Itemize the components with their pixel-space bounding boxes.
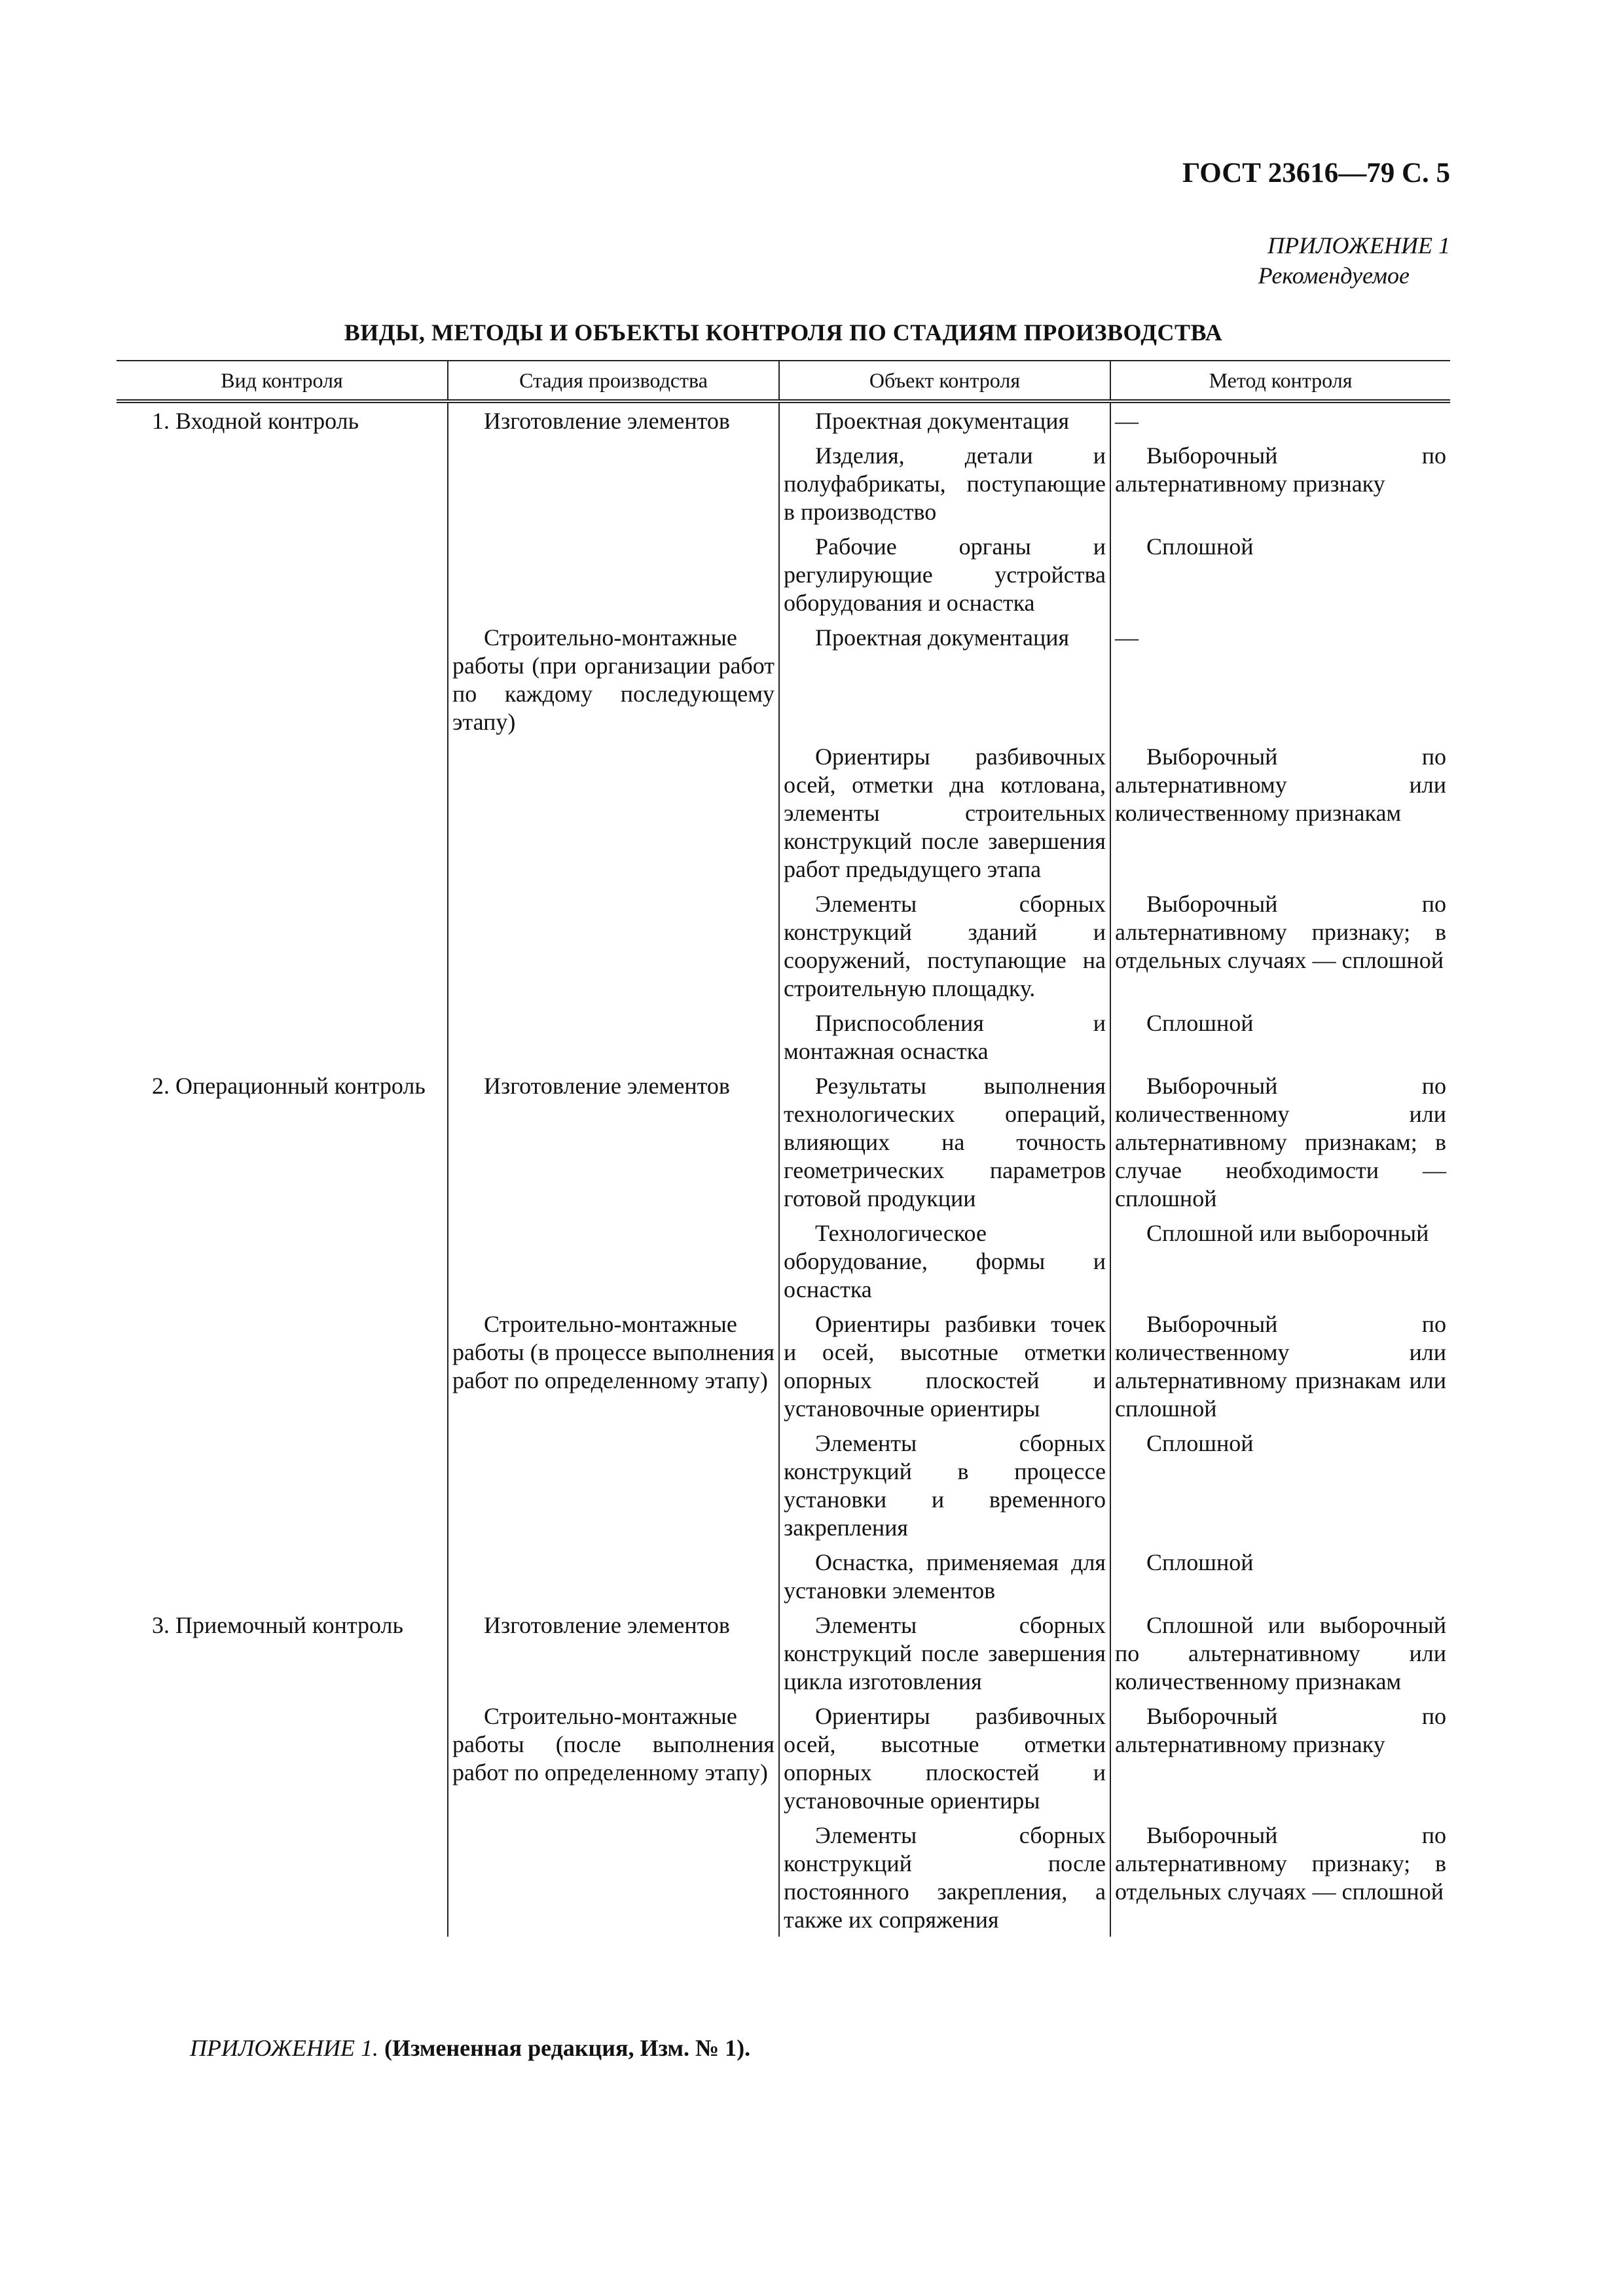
cell-object: Проектная документация [779, 620, 1110, 739]
table-row [117, 1818, 1450, 1937]
cell-object: Технологическое оборудование, формы и оснастка [779, 1215, 1110, 1306]
cell-object: Оснастка, применяемая для установки элементов [779, 1545, 1110, 1607]
table-row [117, 886, 1450, 1005]
cell-object: Рабочие органы и регулирующие устройства оборудования и оснастка [779, 529, 1110, 620]
cell-stage [448, 1545, 779, 1607]
header-method: Метод контроля [1110, 361, 1450, 401]
cell-method: Выборочный по альтернативному признаку; в отдельных случаях — сплошной [1110, 1818, 1450, 1937]
cell-method: Выборочный по альтернативному признаку [1110, 438, 1450, 529]
cell-method: Сплошной [1110, 1545, 1450, 1607]
cell-kind: 2. Операционный контроль [152, 1073, 426, 1099]
cell-kind [117, 1545, 448, 1607]
table-row [117, 1607, 1450, 1698]
table-row [117, 1545, 1450, 1607]
cell-method: Выборочный по альтернативному или количественному признакам [1110, 739, 1450, 886]
table-row [117, 1698, 1450, 1818]
footnote-revision-note: (Измененная редакция, Изм. № 1). [384, 2035, 751, 2061]
table-row [117, 1005, 1450, 1068]
cell-stage [448, 886, 779, 1005]
table-row [117, 739, 1450, 886]
cell-stage [448, 1426, 779, 1545]
cell-object: Ориентиры разбивки точек и осей, высотные отметки опорных плоскостей и установочные ориентиры [779, 1306, 1110, 1426]
table-header-row [117, 361, 1450, 401]
cell-method: Сплошной [1110, 1426, 1450, 1545]
cell-stage: Изготовление элементов [448, 1607, 779, 1698]
cell-kind: 1. Входной контроль [152, 408, 359, 434]
control-table [117, 360, 1450, 1937]
cell-kind [117, 1215, 448, 1306]
footnote-appendix-ref: ПРИЛОЖЕНИЕ 1. [190, 2035, 378, 2061]
cell-stage [448, 529, 779, 620]
table-row [117, 1306, 1450, 1426]
cell-kind [117, 886, 448, 1005]
cell-object: Ориентиры разбивочных осей, высотные отметки опорных плоскостей и установочные ориентиры [779, 1698, 1110, 1818]
table-row [117, 401, 1450, 438]
cell-kind [117, 739, 448, 886]
table-row [117, 620, 1450, 739]
table-row [117, 529, 1450, 620]
header-object: Объект контроля [779, 361, 1110, 401]
table-body [117, 401, 1450, 1937]
cell-stage [448, 438, 779, 529]
footnote [190, 2034, 1434, 2062]
table-row [117, 1426, 1450, 1545]
cell-kind: 3. Приемочный контроль [152, 1612, 403, 1638]
cell-stage [448, 1818, 779, 1937]
appendix-status: Рекомендуемое [1258, 262, 1410, 289]
cell-object: Изделия, детали и полуфабрикаты, поступающие в производство [779, 438, 1110, 529]
cell-object: Элементы сборных конструкций после завершения цикла изготовления [779, 1607, 1110, 1698]
cell-method: Сплошной или выборочный [1110, 1215, 1450, 1306]
cell-kind [117, 1306, 448, 1426]
cell-method: Выборочный по альтернативному признаку; в отдельных случаях — сплошной [1110, 886, 1450, 1005]
cell-method: Сплошной [1110, 529, 1450, 620]
table-row [117, 1068, 1450, 1215]
cell-stage: Строительно-монтажные работы (при организации работ по каждому последующему этапу) [448, 620, 779, 739]
header-kind: Вид контроля [117, 361, 448, 401]
cell-stage [448, 1215, 779, 1306]
cell-kind [117, 438, 448, 529]
cell-method: Выборочный по количественному или альтернативному признакам или сплошной [1110, 1306, 1450, 1426]
cell-object: Приспособления и монтажная оснастка [779, 1005, 1110, 1068]
cell-object: Проектная документация [779, 401, 1110, 438]
cell-kind [117, 1005, 448, 1068]
cell-method: Выборочный по альтернативному признаку [1110, 1698, 1450, 1818]
cell-stage [448, 1005, 779, 1068]
cell-method: Сплошной или выборочный по альтернативному или количественному признакам [1110, 1607, 1450, 1698]
cell-method: — [1110, 401, 1450, 438]
cell-stage: Строительно-монтажные работы (в процессе выполнения работ по определенному этапу) [448, 1306, 779, 1426]
cell-object: Элементы сборных конструкций в процессе установки и временного закрепления [779, 1426, 1110, 1545]
cell-kind [117, 1426, 448, 1545]
table-row [117, 438, 1450, 529]
cell-method: Выборочный по количественному или альтернативному признакам; в случае необходимости — сплошной [1110, 1068, 1450, 1215]
cell-kind [117, 1818, 448, 1937]
cell-object: Элементы сборных конструкций зданий и сооружений, поступающие на строительную площадку. [779, 886, 1110, 1005]
cell-kind [117, 529, 448, 620]
cell-kind [117, 620, 448, 739]
appendix-title: ПРИЛОЖЕНИЕ 1 [1267, 232, 1450, 259]
table-row [117, 1215, 1450, 1306]
cell-stage [448, 739, 779, 886]
cell-method: — [1110, 620, 1450, 739]
cell-kind [117, 1698, 448, 1818]
header-stage: Стадия производства [448, 361, 779, 401]
cell-object: Ориентиры разбивочных осей, отметки дна котлована, элементы строительных конструкций после завершения работ предыдущего этапа [779, 739, 1110, 886]
document-title: ВИДЫ, МЕТОДЫ И ОБЪЕКТЫ КОНТРОЛЯ ПО СТАДИЯМ ПРОИЗВОДСТВА [344, 319, 1223, 346]
page-header-label: ГОСТ 23616—79 С. 5 [1182, 158, 1450, 188]
cell-stage: Изготовление элементов [448, 1068, 779, 1215]
appendix-block [1113, 230, 1450, 291]
cell-method: Сплошной [1110, 1005, 1450, 1068]
cell-object: Результаты выполнения технологических операций, влияющих на точность геометрических параметров готовой продукции [779, 1068, 1110, 1215]
cell-stage: Изготовление элементов [448, 401, 779, 438]
cell-object: Элементы сборных конструкций после постоянного закрепления, а также их сопряжения [779, 1818, 1110, 1937]
cell-stage: Строительно-монтажные работы (после выполнения работ по определенному этапу) [448, 1698, 779, 1818]
